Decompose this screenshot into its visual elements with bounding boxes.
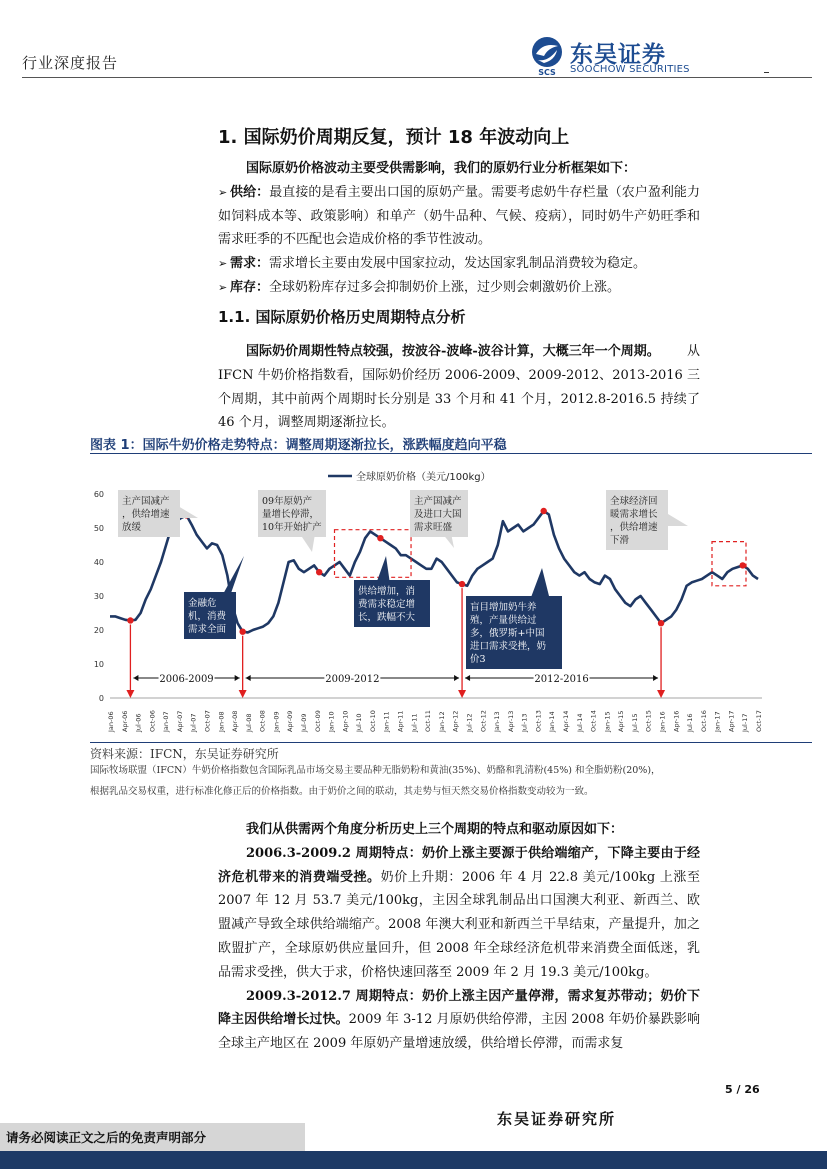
- bullet-text: 最直接的是看主要出口国的原奶产量。需要考虑奶牛存栏量（农户盈利能力如饲料成本等、政策影响）和单产（奶牛品种、气候、疫病），同时奶牛产奶旺季和需求旺季的不匹配也会造成价格的季节性波动。: [218, 184, 700, 248]
- x-tick-label: Jul-06: [134, 713, 143, 732]
- callout-text: 长，跌幅不大: [358, 612, 416, 623]
- callout-text: ，供给增速: [122, 509, 170, 520]
- section-1-1-body: [218, 340, 700, 435]
- x-tick-label: Apr-17: [727, 710, 736, 732]
- page-number: 5 / 26: [725, 1083, 760, 1096]
- x-tick-label: Oct-13: [534, 710, 543, 732]
- report-type-label: 行业深度报告: [22, 54, 119, 72]
- y-tick-label: 60: [93, 490, 104, 499]
- callout-text: 放缓: [122, 522, 142, 533]
- bullet-demand: [218, 252, 700, 276]
- x-tick-label: Jul-13: [520, 713, 529, 732]
- callout-text: 盲目增加奶牛养: [470, 602, 537, 613]
- callout-text: 殖，产量供给过: [470, 615, 537, 626]
- x-tick-label: Oct-11: [424, 710, 433, 732]
- trough-arrow-head: [239, 690, 247, 698]
- key-point: [459, 581, 465, 587]
- callout-tail: [530, 568, 550, 600]
- x-tick-label: Oct-15: [644, 710, 653, 732]
- x-tick-label: Oct-06: [148, 710, 157, 732]
- x-tick-label: Jul-12: [465, 713, 474, 732]
- key-point: [658, 620, 664, 626]
- x-tick-label: Jan-16: [658, 711, 667, 732]
- x-tick-label: Apr-06: [120, 710, 129, 732]
- x-tick-label: Oct-12: [479, 710, 488, 732]
- callout-text: 供给增加，消: [358, 586, 416, 597]
- key-point: [316, 569, 322, 575]
- period-label: 2006-2009: [159, 674, 214, 685]
- x-tick-label: Jul-14: [575, 713, 584, 732]
- cycle-2-paragraph: [218, 985, 700, 1056]
- x-tick-label: Apr-11: [396, 710, 405, 732]
- x-tick-label: Jul-17: [741, 713, 750, 732]
- period-arrow-head: [133, 675, 138, 681]
- company-logo: [528, 36, 728, 76]
- x-tick-label: Jan-14: [548, 711, 557, 732]
- header-dash: [764, 72, 769, 73]
- x-tick-label: Jul-10: [355, 713, 364, 732]
- cycle-analysis-body: [218, 818, 700, 1056]
- trough-arrow-head: [458, 690, 466, 698]
- bullet-label: 库存：: [230, 279, 270, 295]
- x-tick-label: Oct-10: [368, 710, 377, 732]
- period-arrow-head: [465, 675, 470, 681]
- callout-text: 费需求稳定增: [358, 599, 416, 610]
- section-1-title: 1. 国际奶价周期反复，预计 18 年波动向上: [218, 127, 570, 148]
- trough-arrow-head: [657, 690, 665, 698]
- cycle-2-text: 2009 年 3-12 月原奶供给停滞，主因 2008 年奶价暴跌影响全球主产地区在 2009 年原奶产量增速放缓，供给增长停滞，而需求复: [218, 1012, 700, 1052]
- arrow-icon: ➢: [218, 185, 228, 199]
- figure-note-2: 根据乳品交易权重，进行标准化修正后的价格指数。由于奶价之间的联动，其走势与恒天然交易价格指数变动较为一致。: [90, 786, 594, 797]
- bullet-text: 需求增长主要由发展中国家拉动，发达国家乳制品消费较为稳定。: [269, 256, 647, 272]
- period-arrow-head: [246, 675, 251, 681]
- x-tick-label: Apr-08: [231, 710, 240, 732]
- x-tick-label: Oct-16: [699, 710, 708, 732]
- period-label: 2009-2012: [325, 674, 380, 685]
- footer-bar: [0, 1151, 827, 1169]
- section-1-1-text: 从 IFCN 牛奶价格指数看，国际奶价经历 2006-2009、2009-2012、2013-2016 三个周期，其中前两个周期时长分别是 33 个月和 41 个月，2012.8-2016.5 持续了 46 个月，调整周期逐渐拉长。: [218, 344, 700, 431]
- callout-text: 价3: [470, 654, 486, 665]
- x-tick-label: Jul-07: [189, 713, 198, 732]
- y-tick-label: 20: [93, 626, 104, 635]
- footer-institute: 东吴证券研究所: [497, 1110, 617, 1128]
- y-tick-label: 0: [98, 694, 104, 703]
- section-1-1-title: 1.1. 国际原奶价格历史周期特点分析: [218, 308, 466, 326]
- cycle-1-bold: 2006.3-2009.2 周期特点：奶价上涨主要源于供给端缩产，下降主要由于经济危机带来的消费端受挫。: [218, 845, 700, 885]
- callout-text: ，供给增速: [610, 522, 658, 533]
- x-tick-label: Oct-07: [203, 710, 212, 732]
- x-tick-label: Jan-10: [327, 711, 336, 732]
- bullet-text: 全球奶粉库存过多会抑制奶价上涨，过少则会刺激奶价上涨。: [269, 279, 621, 295]
- y-tick-label: 50: [93, 524, 104, 533]
- x-tick-label: Jul-16: [686, 713, 695, 732]
- cycle-1-text: 奶价上升期：2006 年 4 月 22.8 美元/100kg 上涨至 2007 年 12 月 53.7 美元/100kg，主因全球乳制品出口国澳大利亚、新西兰、欧盟减产导致全球供给端缩产。2008 年澳大利亚和新西兰干旱结束，产量提升，加之欧盟扩产，全球原奶供应量回升，但 2008 年全球经济危机带来消费全面低迷，乳品需求受挫，供大于求，价格快速回落至 2009 年 2 月 19.3 美元/100kg。: [218, 869, 700, 980]
- x-tick-label: Jan-11: [382, 711, 391, 732]
- callout-text: 需求全面: [188, 624, 227, 635]
- figure-title: 图表 1：国际牛奶价格走势特点：调整周期逐渐拉长，涨跌幅度趋向平稳: [90, 438, 507, 453]
- trough-arrow-head: [126, 690, 134, 698]
- figure-top-rule: [90, 453, 812, 454]
- x-tick-label: Oct-09: [313, 710, 322, 732]
- x-tick-label: Jan-07: [162, 711, 171, 732]
- key-point: [541, 508, 547, 514]
- disclaimer-banner: 请务必阅读正文之后的免责声明部分: [0, 1123, 305, 1151]
- bullet-label: 需求：: [230, 256, 270, 272]
- x-tick-label: Apr-13: [506, 710, 515, 732]
- x-tick-label: Jan-09: [272, 711, 281, 732]
- callout-tail: [668, 514, 688, 526]
- callout-text: 需求旺盛: [414, 522, 453, 533]
- key-point: [739, 562, 745, 568]
- y-tick-label: 40: [93, 558, 104, 567]
- callout-text: 多，俄罗斯+中国: [470, 628, 545, 639]
- section-1-intro: 国际原奶价格波动主要受供需影响，我们的原奶行业分析框架如下：: [246, 161, 637, 176]
- x-tick-label: Jul-15: [630, 713, 639, 732]
- callout-text: 量增长停滞，: [262, 509, 320, 520]
- x-tick-label: Jan-15: [603, 711, 612, 732]
- callout-tail: [376, 556, 390, 584]
- logo-en-text: SOOCHOW SECURITIES: [570, 64, 690, 75]
- period-arrow-head: [653, 675, 658, 681]
- callout-text: 及进口大国: [414, 509, 462, 520]
- callout-text: 09年原奶产: [262, 496, 313, 507]
- callout-text: 下滑: [610, 535, 630, 546]
- header-divider: [22, 77, 812, 78]
- key-point: [239, 629, 245, 635]
- x-tick-label: Jul-11: [410, 713, 419, 732]
- x-tick-label: Apr-16: [672, 710, 681, 732]
- callout-tail: [178, 506, 198, 518]
- cycle-2-bold: 2009.3-2012.7 周期特点：奶价上涨主因产量停滞，需求复苏带动；奶价下降主因供给增长过快。: [218, 988, 700, 1028]
- x-tick-label: Oct-14: [589, 710, 598, 732]
- bullet-label: 供给：: [230, 184, 270, 200]
- figure-bottom-rule: [90, 742, 812, 743]
- logo-mark-icon: [528, 36, 566, 76]
- callout-text: 主产国减产: [414, 496, 462, 507]
- x-tick-label: Apr-15: [617, 710, 626, 732]
- callout-text: 暖需求增长: [610, 509, 658, 520]
- key-point: [127, 617, 133, 623]
- callout-text: 进口需求受挫，奶: [470, 641, 547, 652]
- logo-cn-text: 东吴证券: [570, 42, 666, 68]
- callout-text: 金融危: [188, 598, 217, 609]
- logo-abbr: SCS: [538, 68, 556, 76]
- x-tick-label: Apr-07: [175, 710, 184, 732]
- x-tick-label: Jan-06: [107, 711, 115, 732]
- x-tick-label: Jan-17: [713, 711, 722, 732]
- callout-text: 全球经济回: [610, 496, 658, 507]
- period-arrow-head: [454, 675, 459, 681]
- y-tick-label: 10: [93, 660, 104, 669]
- arrow-icon: ➢: [218, 257, 228, 271]
- x-tick-label: Apr-14: [561, 710, 570, 732]
- section-1-body: [218, 157, 700, 300]
- figure-note-1: 国际牧场联盟（IFCN）牛奶价格指数包含国际乳品市场交易主要品种无脂奶粉和黄油(35%)、奶酪和乳清粉(45%) 和全脂奶粉(20%)，: [90, 765, 661, 776]
- price-chart: [90, 456, 812, 742]
- period-label: 2012-2016: [534, 674, 589, 685]
- callout-text: 主产国减产: [122, 496, 170, 507]
- x-tick-label: Jan-08: [217, 711, 226, 732]
- x-tick-label: Jan-12: [437, 711, 446, 732]
- figure-source: 资料来源：IFCN，东吴证券研究所: [90, 747, 279, 761]
- callout-text: 机，消费: [188, 611, 227, 622]
- x-tick-label: Jul-09: [300, 713, 309, 732]
- x-tick-label: Apr-12: [451, 710, 460, 732]
- key-point: [377, 535, 383, 541]
- y-tick-label: 30: [93, 592, 104, 601]
- callout-text: 10年开始扩产: [262, 522, 322, 533]
- x-tick-label: Jan-13: [493, 711, 502, 732]
- x-tick-label: Apr-09: [286, 710, 295, 732]
- legend-label: 全球原奶价格（美元/100kg）: [356, 472, 491, 483]
- x-tick-label: Oct-17: [755, 710, 763, 732]
- x-tick-label: Oct-08: [258, 710, 267, 732]
- period-arrow-head: [235, 675, 240, 681]
- arrow-icon: ➢: [218, 280, 228, 294]
- bullet-supply: [218, 181, 700, 252]
- bullet-inventory: [218, 276, 700, 300]
- cycle-lead: 我们从供需两个角度分析历史上三个周期的特点和驱动原因如下：: [246, 822, 624, 837]
- x-tick-label: Jul-08: [244, 713, 253, 732]
- section-1-1-lead: 国际奶价周期性特点较强，按波谷-波峰-波谷计算，大概三年一个周期。: [246, 344, 660, 359]
- cycle-1-paragraph: [218, 842, 700, 985]
- x-tick-label: Apr-10: [341, 710, 350, 732]
